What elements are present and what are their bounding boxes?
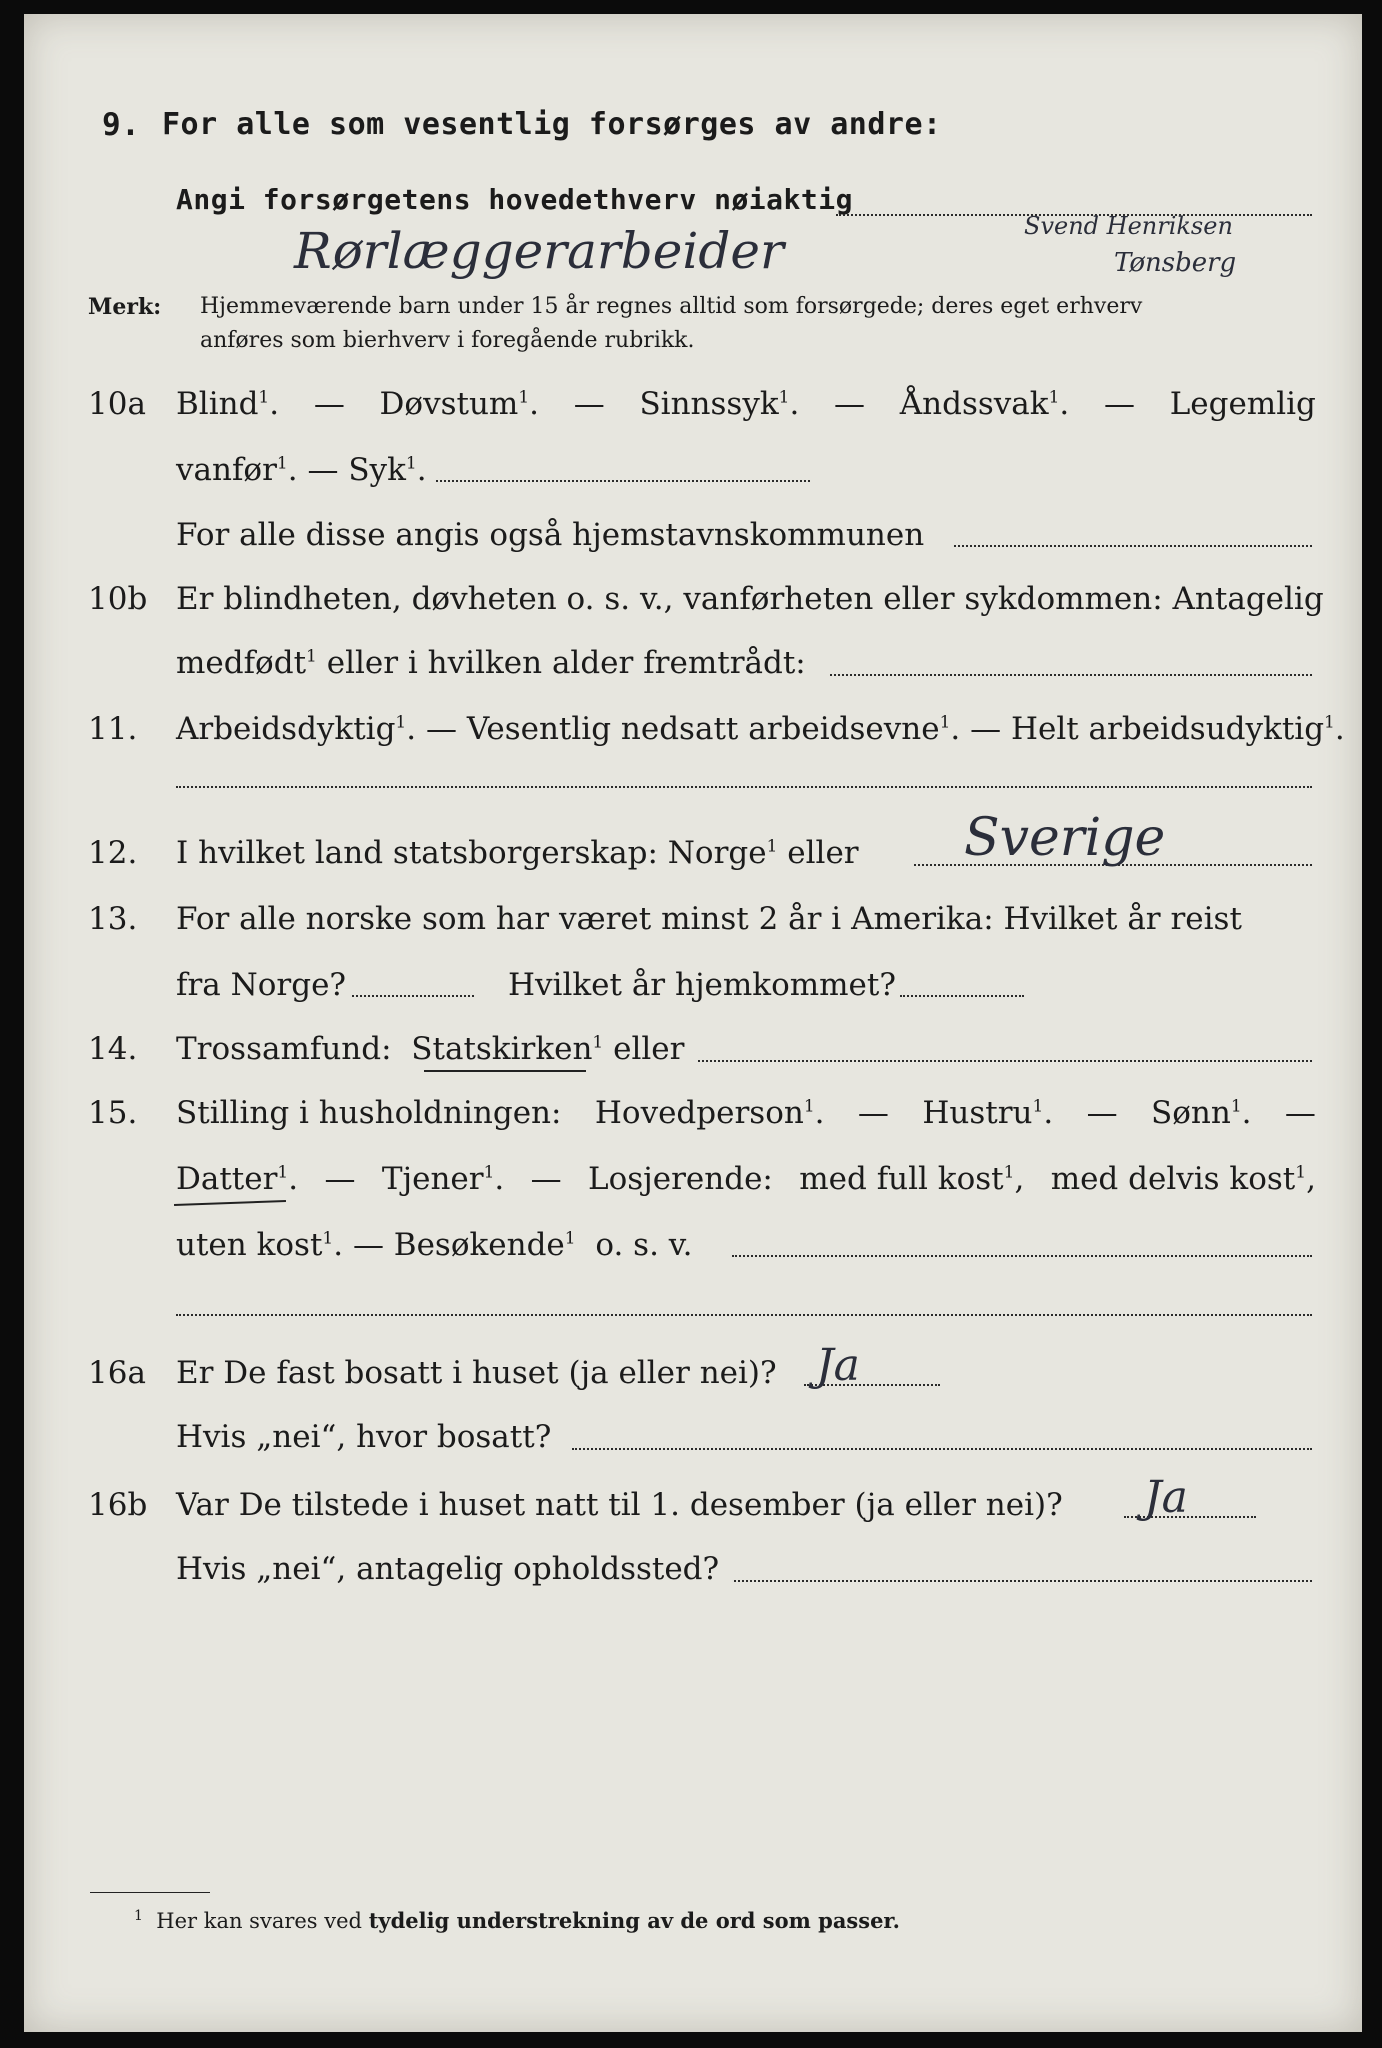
q9-answer-note-2: Tønsberg [1114,248,1237,278]
q16b-line2: Hvis „nei“, antagelig opholdssted? [176,1551,720,1587]
q11-number: 11. [88,711,138,747]
q10b-number: 10b [88,581,148,617]
q16a-line2-fill [572,1448,1312,1450]
q13-fill-b [900,995,1024,997]
q13-line1: For alle norske som har været minst 2 år i Amerika: Hvilket år reist [176,901,1242,937]
q9-line2: Angi forsørgetens hovedethverv nøiaktig [176,183,853,216]
q10a-vanfor: vanfør [176,452,277,488]
q16b-line2-fill [734,1580,1312,1582]
q16b-answer-handwriting: Ja [1144,1472,1188,1523]
q16b-number: 16b [88,1487,148,1523]
q10a-legemlig: Legemlig [1169,386,1316,422]
q15-line3: uten kost$^1$. — Besøkende$^1$ o. s. v. [176,1227,693,1263]
merk-line1: Hjemmeværende barn under 15 år regnes alltid som forsørgede; deres eget erhverv [200,294,1143,319]
q10b-line2-fill [830,674,1312,676]
q10a-andssvak: Åndssvak [899,386,1049,422]
q14-line: Trossamfund: Statskirken$^1$ eller [176,1031,685,1067]
q10a-line2: vanfør$^1$. — Syk$^1$. [176,452,427,488]
q15-datter: Datter [176,1161,278,1197]
q15-line2: Datter$^1$. — Tjener$^1$. — Losjerende: med full kost$^1$, med delvis kost$^1$, [176,1161,1316,1197]
q14-statskirken: Statskirken [411,1031,593,1067]
q16b-line1: Var De tilstede i huset natt til 1. desember (ja eller nei)? [176,1487,1063,1523]
q10a-blind: Blind [176,386,259,422]
q14-number: 14. [88,1031,138,1067]
q10a-line3-fill [954,545,1312,547]
q14-statskirken-underline [424,1070,586,1072]
q10b-line2: medfødt$^1$ eller i hvilken alder fremtrådt: [176,645,806,681]
q14-fill [698,1060,1312,1062]
census-form-page [24,14,1362,2032]
q16a-line1: Er De fast bosatt i huset (ja eller nei)? [176,1355,777,1391]
q12-line: I hvilket land statsborgerskap: Norge$^1$ eller [176,835,859,871]
q12-answer-handwriting: Sverige [964,808,1166,868]
q10a-line3: For alle disse angis også hjemstavnskommunen [176,517,925,553]
q10a-syk: Syk [348,452,406,488]
q9-answer-handwriting: Rørlæggerarbeider [294,222,784,280]
q15-extra-fill [176,1314,1312,1316]
q13-number: 13. [88,901,138,937]
q9-title: For alle som vesentlig forsørges av andre: [162,107,942,142]
q10a-dovstum: Døvstum [379,386,519,422]
q10a-number: 10a [88,386,146,422]
q13-line2a: fra Norge? [176,967,347,1003]
q16a-answer-handwriting: Ja [816,1340,860,1391]
q10a-sinnssyk: Sinnssyk [639,386,779,422]
q9-number: 9. [102,107,141,143]
q13-line2b: Hvilket år hjemkommet? [508,967,896,1003]
merk-label: Merk: [88,294,162,320]
q15-line3-fill [732,1255,1312,1257]
q9-answer-note-1: Svend Henriksen [1024,212,1233,240]
q16a-line2: Hvis „nei“, hvor bosatt? [176,1419,552,1455]
q10b-line1: Er blindheten, døvheten o. s. v., vanførheten eller sykdommen: Antagelig [176,581,1324,617]
merk-line2: anføres som bierhverv i foregående rubrikk. [200,328,695,353]
q15-line1: Stilling i husholdningen: Hovedperson$^1$. — Hustru$^1$. — Sønn$^1$. — [176,1095,1316,1131]
footnote-rule [90,1892,210,1893]
q12-number: 12. [88,835,138,871]
q10a-line2-fill [436,480,810,482]
q10a-line1: Blind$^1$. — Døvstum$^1$. — Sinnssyk$^1$. — Åndssvak$^1$. — Legemlig [176,386,1316,422]
q13-fill-a [352,995,474,997]
q11-line: Arbeidsdyktig$^1$. — Vesentlig nedsatt arbeidsevne$^1$. — Helt arbeidsudyktig$^1$. [176,711,1345,747]
q11-fill [176,786,1312,788]
q16a-number: 16a [88,1355,146,1391]
q15-number: 15. [88,1095,138,1131]
footnote: $^1$ Her kan svares ved tydelig understrekning av de ord som passer. [134,1908,900,1933]
q15-datter-underline [174,1200,286,1206]
